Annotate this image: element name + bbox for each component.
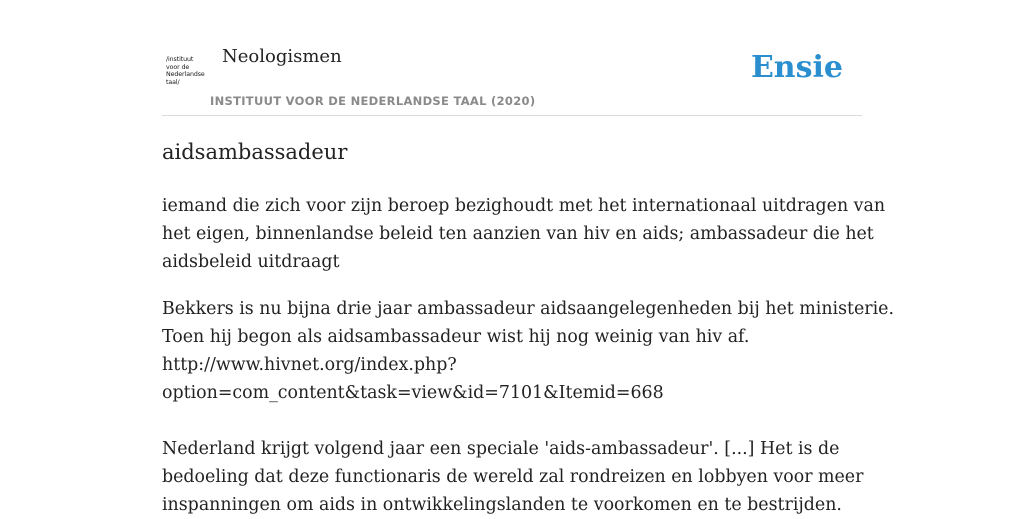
logo-line: taal/	[166, 78, 180, 86]
example-line: Toen hij begon als aidsambassadeur wist hij nog weinig van hiv af.	[162, 327, 750, 347]
source-url: option=com_content&task=view&id=7101&Itemid=668	[162, 383, 664, 403]
definition	[162, 192, 886, 276]
logo-line: Nederlandse	[166, 71, 205, 79]
source-title[interactable]: Neologismen	[222, 46, 342, 67]
logo-line: voor de	[166, 63, 190, 71]
definition-line: het eigen, binnenlandse beleid ten aanzien van hiv en aids; ambassadeur die het	[162, 224, 874, 244]
logo-line: /instituut	[166, 56, 194, 63]
page	[162, 0, 894, 515]
example-quote	[162, 295, 894, 407]
example-line: inspanningen om aids in ontwikkelingslanden te voorkomen en te bestrijden.	[162, 495, 842, 515]
definition-line: aidsbeleid uitdraagt	[162, 252, 340, 272]
example-line: Nederland krijgt volgend jaar een speciale 'aids-ambassadeur'. [...] Het is de	[162, 439, 840, 459]
example-line: Bekkers is nu bijna drie jaar ambassadeur aidsaangelegenheden bij het ministerie.	[162, 299, 894, 319]
brand-logo[interactable]: Ensie	[750, 50, 843, 85]
headword: aidsambassadeur	[162, 140, 348, 164]
definition-line: iemand die zich voor zijn beroep bezighoudt met het internationaal uitdragen van	[162, 196, 886, 216]
header	[162, 0, 862, 116]
example-quote	[162, 435, 862, 519]
source-subtitle: INSTITUUT VOOR DE NEDERLANDSE TAAL (2020)	[210, 94, 536, 108]
source-url: http://www.hivnet.org/index.php?	[162, 355, 457, 375]
example-line: bedoeling dat deze functionaris de wereld zal rondreizen en lobbyen voor meer	[162, 467, 864, 487]
institute-logo[interactable]	[166, 56, 210, 86]
